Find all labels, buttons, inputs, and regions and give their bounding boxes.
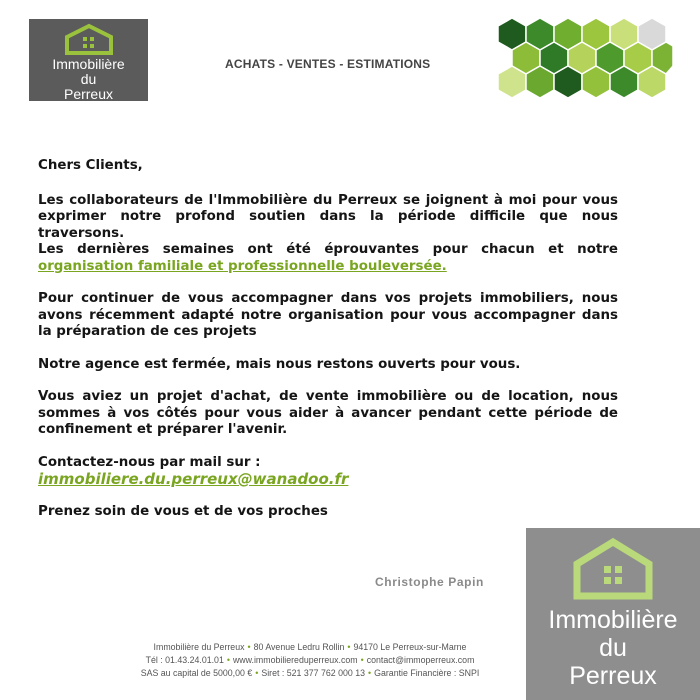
logo-line-1: Immobilière [52, 56, 125, 72]
footer-city: 94170 Le Perreux-sur-Marne [353, 642, 467, 652]
paragraph-difficult-weeks-text: Les dernières semaines ont été éprouvantes pour chacun et notre [38, 242, 618, 257]
overlay-logo [526, 528, 700, 700]
footer-siret: Siret : 521 377 762 000 13 [261, 668, 366, 678]
footer-guarantee: Garantie Financière : SNPI [374, 668, 480, 678]
paragraph-agency-closed: Notre agence est fermée, mais nous restons ouverts pour vous. [38, 356, 521, 372]
letter-body [38, 158, 618, 520]
tagline: ACHATS - VENTES - ESTIMATIONS [225, 57, 431, 71]
email-link[interactable]: immobiliere.du.perreux@wanadoo.fr [38, 470, 349, 488]
hexagon-pattern-decoration [468, 16, 673, 104]
paragraph-purchase-project: Vous aviez un projet d'achat, de vente immobilière ou de location, nous sommes à vos côtés pour vous aider à avancer pendant cette période de confinement et préparer l'avenir. [38, 389, 618, 437]
footer-phone: Tél : 01.43.24.01.01 [145, 655, 224, 665]
paragraph-projects: Pour continuer de vous accompagner dans vos projets immobiliers, nous avons récemment adapté notre organisation pour vous accompagner dans la préparation de ces projets [38, 291, 618, 339]
footer-company: Immobilière du Perreux [153, 642, 245, 652]
footer-line-legal: SAS au capital de 5000,00 € • Siret : 521 377 762 000 13 • Garantie Financière : SNPI [140, 668, 480, 678]
agency-logo [29, 19, 148, 101]
overlay-logo-line-1: Immobilière [548, 606, 678, 634]
house-icon [63, 23, 115, 55]
logo-line-3: Perreux [63, 86, 114, 102]
overlay-logo-line-3: Perreux [569, 662, 657, 690]
closing-line: Prenez soin de vous et de vos proches [38, 503, 328, 519]
footer-capital: SAS au capital de 5000,00 € [140, 668, 253, 678]
paragraph-difficult-weeks [38, 242, 618, 275]
organisation-link[interactable]: organisation familiale et professionnelle bouleversée. [38, 258, 447, 274]
greeting: Chers Clients, [38, 158, 143, 173]
paragraph-support: Les collaborateurs de l'Immobilière du Perreux se joignent à moi pour vous exprimer notre profond soutien dans la période difficile que nous traversons. [38, 192, 618, 241]
contact-label: Contactez-nous par mail sur : [38, 454, 261, 470]
overlay-logo-line-2: du [599, 634, 627, 662]
footer-email[interactable]: contact@immoperreux.com [366, 655, 475, 665]
signature: Christophe Papin [375, 575, 484, 589]
footer-website[interactable]: www.immobiliereduperreux.com [232, 655, 358, 665]
overlay-logo-text [526, 606, 700, 690]
footer-line-contact: Tél : 01.43.24.01.01 • www.immobiliereduperreux.com • contact@immoperreux.com [145, 655, 475, 665]
logo-text [29, 57, 148, 102]
footer-line-address: Immobilière du Perreux • 80 Avenue Ledru Rollin • 94170 Le Perreux-sur-Marne [153, 642, 467, 652]
footer [95, 641, 525, 680]
logo-line-2: du [80, 71, 97, 87]
footer-street: 80 Avenue Ledru Rollin [253, 642, 345, 652]
house-icon [571, 536, 655, 600]
